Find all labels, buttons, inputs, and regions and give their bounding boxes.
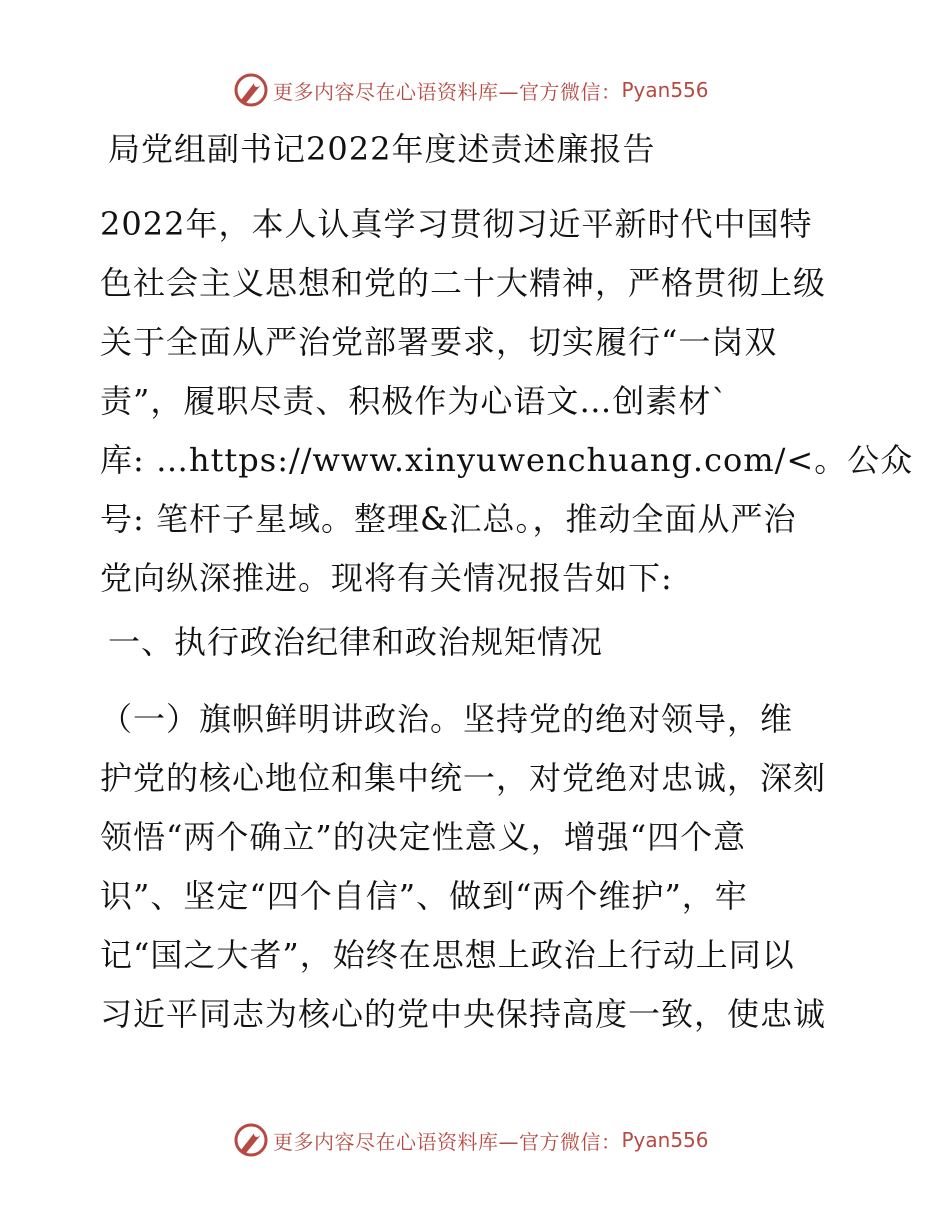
- paragraph-line: 责”，履职尽责、积极作为心语文…创素材`: [100, 382, 729, 420]
- watermark-text: 更多内容尽在心语资料库—官方微信：: [273, 79, 622, 104]
- paragraph-line: 关于全面从严治党部署要求，切实履行“一岗双: [100, 323, 778, 361]
- watermark-text: 更多内容尽在心语资料库—官方微信：: [273, 1129, 622, 1154]
- paragraph-line: 库: …https://www.xinyuwenchuang.com/<。公众: [100, 441, 914, 479]
- paragraph-line: 色社会主义思想和党的二十大精神，严格贯彻上级: [100, 264, 827, 302]
- paragraph-line: （一）旗帜鲜明讲政治。坚持党的绝对领导，维: [100, 700, 794, 738]
- section-heading: 一、执行政治纪律和政治规矩情况: [108, 623, 604, 661]
- watermark-wechat-id: Pyan556: [621, 1128, 709, 1152]
- paragraph-line: 识”、坚定“四个自信”、做到“两个维护”，牢: [100, 877, 748, 915]
- pen-logo-icon: [233, 1122, 269, 1158]
- paragraph-intro: [100, 195, 914, 608]
- watermark-banner-top: [233, 70, 709, 110]
- paragraph-line: 习近平同志为核心的党中央保持高度一致，使忠诚: [100, 995, 827, 1033]
- paragraph-line: 护党的核心地位和集中统一，对党绝对忠诚，深刻: [100, 759, 827, 797]
- watermark-wechat-id: Pyan556: [621, 78, 709, 102]
- document-title: 局党组副书记2022年度述责述廉报告: [108, 130, 656, 168]
- paragraph-line: 领悟“两个确立”的决定性意义，增强“四个意: [100, 818, 747, 856]
- paragraph-line: 号: 笔杆子星域。整理&汇总。，推动全面从严治: [100, 500, 797, 538]
- paragraph-line: 记“国之大者”，始终在思想上政治上行动上同以: [100, 936, 795, 974]
- paragraph-line: 党向纵深推进。现将有关情况报告如下:: [100, 559, 673, 597]
- watermark-banner-bottom: [233, 1120, 709, 1160]
- paragraph-line: 2022年，本人认真学习贯彻习近平新时代中国特: [100, 205, 813, 243]
- paragraph-section-1: [100, 690, 855, 1044]
- pen-logo-icon: [233, 72, 269, 108]
